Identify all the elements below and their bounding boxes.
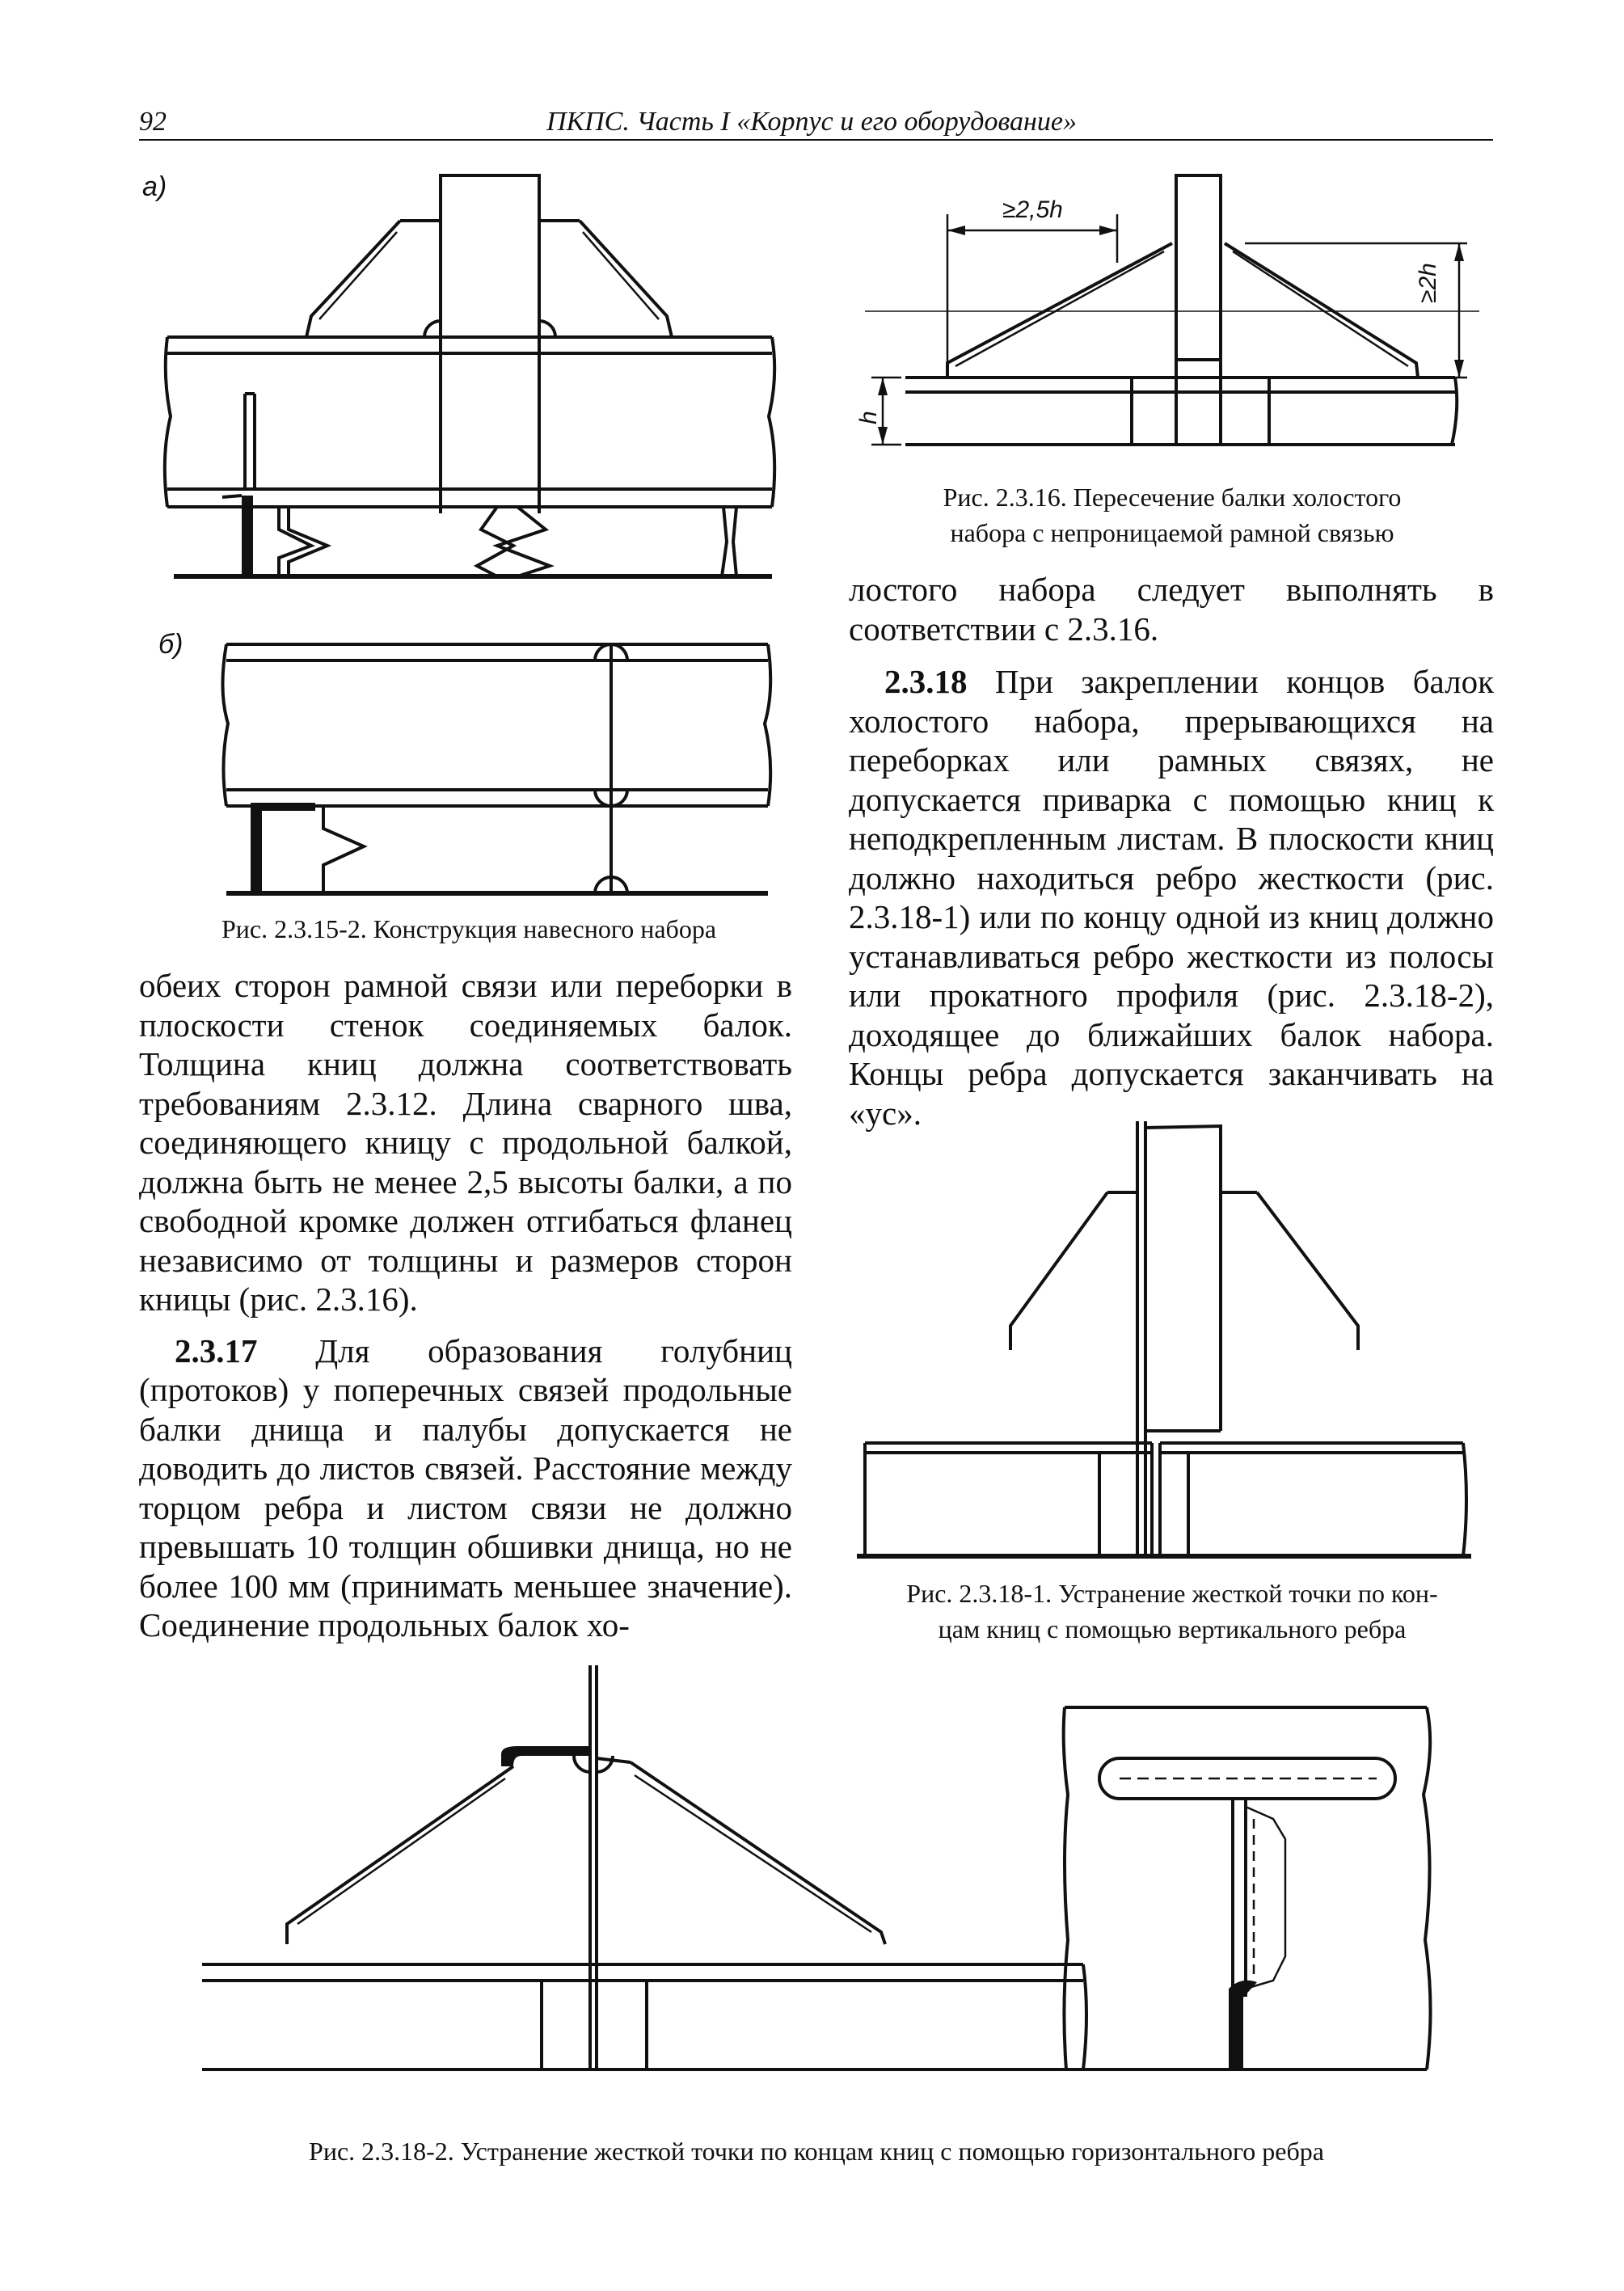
paragraph-2-3-17 <box>139 1331 792 1645</box>
page-number: 92 <box>139 107 167 137</box>
paragraph-right-1: лостого набора следует выполнять в соответствии с 2.3.16. <box>849 571 1494 648</box>
figure-label-b: б) <box>158 629 183 660</box>
running-title: ПКПС. Часть I «Корпус и его оборудование» <box>546 107 1077 137</box>
figure-2-3-16 <box>855 166 1495 473</box>
caption-fig-2-3-16-line2: набора с непроницаемой рамной связью <box>950 518 1394 547</box>
caption-fig-2-3-18-2: Рис. 2.3.18-2. Устранение жесткой точки по концам книц с помощью горизонтального ребра <box>309 2137 1324 2166</box>
right-column-text <box>849 570 1494 1133</box>
figure-2-3-15-2-b <box>218 635 784 901</box>
paragraph-2-3-18 <box>849 662 1494 1133</box>
paragraph-2-3-18-body: При закреплении концов балок холостого набора, прерывающихся на переборках или рамных связях, не допускается приварка с помощью книц к неподкрепленным листам. В плоскости книц должно находиться ребро жесткости (рис. 2.3.18-1) или по концу одной из книц должно устанавливаться ребро жесткости из полосы или прокатного профиля (рис. 2.3.18-2), доходящее до ближайших балок набора. Концы ребра допускается заканчивать на «ус». <box>849 663 1494 1132</box>
caption-fig-2-3-15-2: Рис. 2.3.15-2. Конструкция навесного набора <box>221 914 717 943</box>
figure-label-a: а) <box>142 171 167 202</box>
figure-2-3-18-1 <box>849 1120 1495 1572</box>
figure-2-3-18-2-right <box>1055 1698 1443 2086</box>
caption-fig-2-3-18-1-line1: Рис. 2.3.18-1. Устранение жесткой точки по кон- <box>906 1579 1438 1608</box>
clause-number-2-3-18: 2.3.18 <box>884 663 968 700</box>
caption-fig-2-3-18-1-line2: цам книц с помощью вертикального ребра <box>938 1614 1407 1643</box>
paragraph-left-1: обеих сторон рамной связи или переборки в плоскости стенок соединяемых балок. Толщина книц должна соответствовать требованиям 2.3.12. Длина сварного шва, соединяющего кницу с продольной балкой, должна быть не менее 2,5 высоты балки, а по свободной кромке должен отгибаться фланец независимо от толщины и размеров сторон кницы (рис. 2.3.16). <box>139 967 792 1318</box>
dim-label-length: ≥2,5h <box>1002 196 1063 223</box>
clause-number-2-3-17: 2.3.17 <box>175 1331 258 1369</box>
dim-label-height: ≥2h <box>1415 263 1441 303</box>
header-rule <box>139 139 1493 141</box>
paragraph-2-3-17-body: Для образования голубниц (протоков) у поперечных связей продольные балки днища и палубы допускается не доводить до листов связей. Расстояние между торцом ребра и листом связи не должно превышать 10 толщин обшивки днища, но не более 100 мм (принимать меньшее значение). Соединение продольных балок хо- <box>139 1331 792 1643</box>
left-column-text <box>139 966 792 1645</box>
figure-2-3-15-2-a <box>158 166 788 586</box>
caption-fig-2-3-16-line1: Рис. 2.3.16. Пересечение балки холостого <box>943 483 1402 512</box>
dim-label-h: h <box>855 411 882 424</box>
figure-2-3-18-2-left <box>194 1665 1091 2086</box>
